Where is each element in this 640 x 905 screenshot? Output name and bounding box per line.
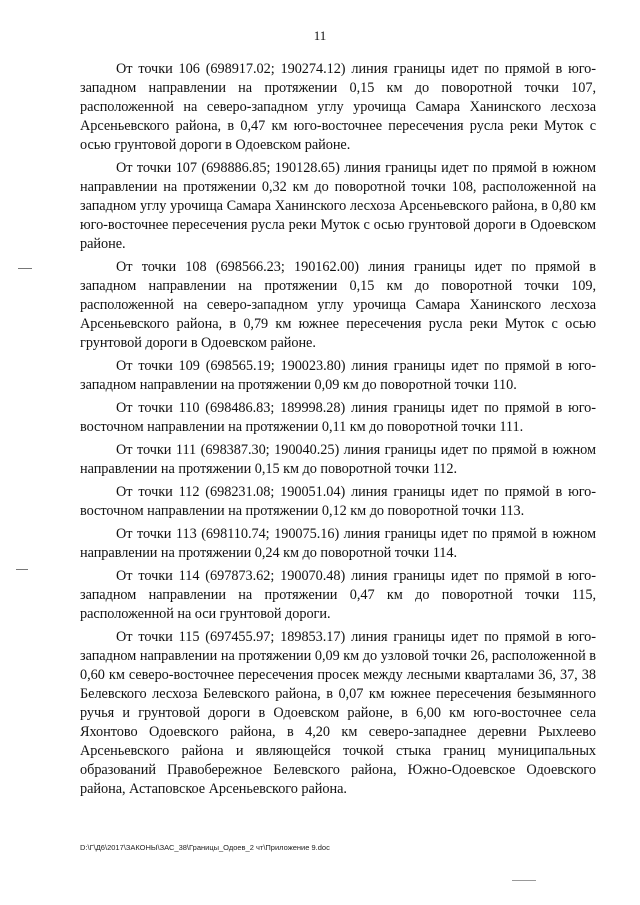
paragraph-point-114: От точки 114 (697873.62; 190070.48) линия границы идет по прямой в юго-западном направлении на протяжении 0,47 км до поворотной точки 115, расположенной на оси грунтовой дороги.: [80, 568, 596, 622]
paragraph-point-107: От точки 107 (698886.85; 190128.65) линия границы идет по прямой в южном направлении на протяжении 0,32 км до поворотной точки 108, расположенной на западном углу урочища Самара Ханинского лесхоза Арсеньевского района, в 0,80 км юго-восточнее пересечения русла реки Муток с осью грунтовой дороги в Одоевском районе.: [80, 160, 596, 252]
scan-margin-mark: [512, 880, 536, 881]
paragraph-point-111: От точки 111 (698387.30; 190040.25) линия границы идет по прямой в южном направлении на протяжении 0,15 км до поворотной точки 112.: [80, 442, 596, 477]
page-number: 11: [313, 28, 327, 43]
scan-margin-mark: [16, 569, 28, 570]
document-body: [80, 60, 596, 803]
scan-margin-mark: [18, 268, 32, 269]
paragraph-point-113: От точки 113 (698110.74; 190075.16) линия границы идет по прямой в южном направлении на протяжении 0,24 км до поворотной точки 114.: [80, 526, 596, 561]
paragraph-point-115: От точки 115 (697455.97; 189853.17) линия границы идет по прямой в юго-западном направлении на протяжении 0,09 км до узловой точки 26, расположенной в 0,60 км северо-восточнее пересечения просек между лесными кварталами 36, 37, 38 Белевского лесхоза Белевского района, в 0,07 км южнее пересечения безымянного ручья и грунтовой дороги в Одоевском районе, в 6,00 км юго-восточнее села Яхонтово Одоевского района, в 4,20 км северо-западнее деревни Рыхлеево Арсеньевского района и являющейся точкой стыка границ муниципальных образований Правобережное Белевского района, Южно-Одоевское Одоевского района, Астаповское Арсеньевского района.: [80, 629, 596, 797]
paragraph-point-112: От точки 112 (698231.08; 190051.04) линия границы идет по прямой в юго-восточном направлении на протяжении 0,12 км до поворотной точки 113.: [80, 484, 596, 519]
paragraph-point-106: От точки 106 (698917.02; 190274.12) линия границы идет по прямой в юго-западном направлении на протяжении 0,15 км до поворотной точки 107, расположенной на северо-западном углу урочища Самара Ханинского лесхоза Арсеньевского района, в 0,47 км юго-восточнее пересечения русла реки Муток с осью грунтовой дороги в Одоевском районе.: [80, 61, 596, 153]
paragraph-point-109: От точки 109 (698565.19; 190023.80) линия границы идет по прямой в юго-западном направлении на протяжении 0,09 км до поворотной точки 110.: [80, 358, 596, 393]
paragraph-point-108: От точки 108 (698566.23; 190162.00) линия границы идет по прямой в западном направлении на протяжении 0,15 км до поворотной точки 109, расположенной на северо-западном углу урочища Самара Ханинского лесхоза Арсеньевского района, в 0,79 км южнее пересечения русла реки Муток с осью грунтовой дороги в Одоевском районе.: [80, 259, 596, 351]
paragraph-point-110: От точки 110 (698486.83; 189998.28) линия границы идет по прямой в юго-восточном направлении на протяжении 0,11 км до поворотной точки 111.: [80, 400, 596, 435]
footer-file-path: D:\Г\Д6\2017\ЗАКОНЫ\ЗАС_38\Границы_Одоев_2 чт\Приложение 9.doc: [80, 843, 330, 852]
